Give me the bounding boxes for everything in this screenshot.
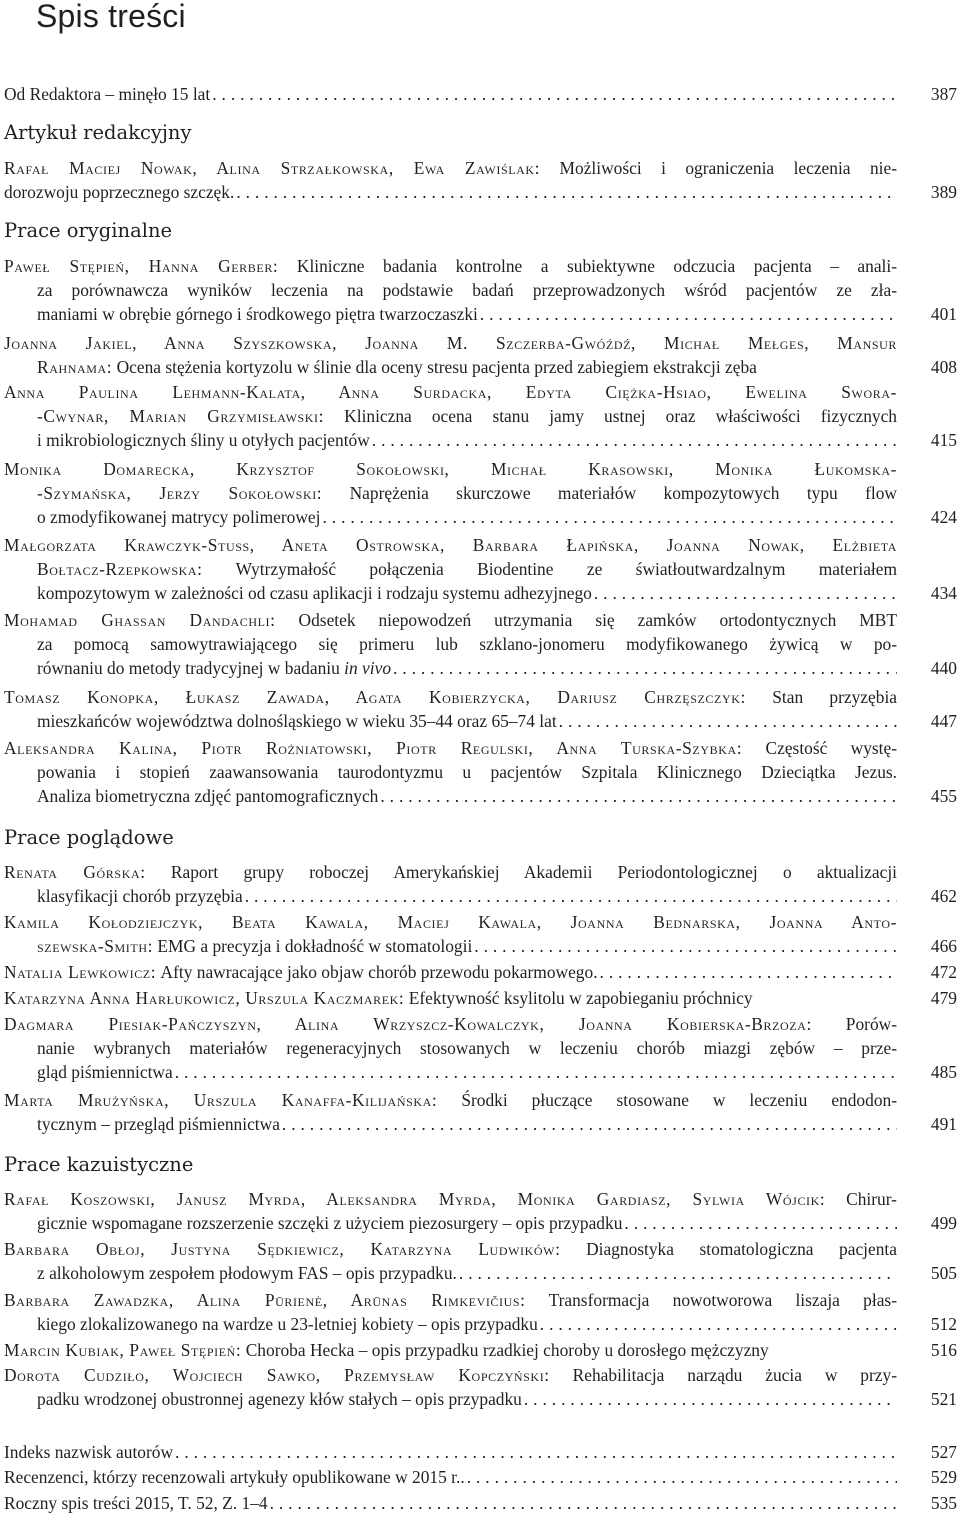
entry-title: Indeks nazwisk autorów	[4, 1442, 174, 1462]
toc-entry[interactable]	[4, 1237, 957, 1285]
page-number: 529	[930, 1467, 957, 1487]
entry-title: Afty nawracające jako objaw chorób przewodu pokarmowego.	[160, 962, 598, 982]
dot-leader	[622, 1211, 897, 1235]
dot-leader	[280, 1112, 897, 1136]
toc-entry[interactable]	[4, 1187, 957, 1235]
dot-leader	[243, 884, 897, 908]
entry-authors: Aleksandra Kalina, Piotr Rożniatowski, Piotr Regulski, Anna Turska-Szybka:	[4, 738, 743, 758]
entry-title: Kliniczne badania kontrolne a subiektywne odczucia pacjenta – anali-	[296, 256, 897, 276]
toc-entry[interactable]	[4, 736, 957, 808]
entry-authors: Marta Mrużyńska, Urszula Kanaffa-Kilijańska:	[4, 1090, 438, 1110]
toc-entry[interactable]	[4, 331, 957, 379]
entry-title: Porów-	[845, 1014, 897, 1034]
toc-entry[interactable]	[4, 960, 957, 984]
entry-title: Odsetek niepowodzeń utrzymania się zamków ortodontycznych MBT	[298, 610, 897, 630]
entry-title: gląd piśmiennictwa	[37, 1062, 173, 1082]
dot-leader	[522, 1387, 897, 1411]
page-number: 516	[930, 1340, 957, 1360]
entry-title: kompozytowym w zależności od czasu aplikacji i rodzaju systemu adhezyjnego	[37, 583, 592, 603]
entry-title: dorozwoju poprzecznego szczęk.	[4, 182, 235, 202]
entry-title: za pomocą samowytrawiającego się primeru lub szklano-jonomeru modyfikowanego żywicą w po-	[37, 634, 897, 654]
dot-leader	[173, 1060, 897, 1084]
page-number: 472	[930, 962, 957, 982]
toc-entry[interactable]	[4, 156, 957, 204]
entry-authors: Katarzyna Anna Harłukowicz, Urszula Kaczmarek:	[4, 988, 405, 1008]
entry-authors: Barbara Obłoj, Justyna Sędkiewicz, Katarzyna Ludwików:	[4, 1239, 561, 1259]
toc-entry-reviewers[interactable]	[4, 1465, 957, 1489]
entry-title: Możliwości i ograniczenia leczenia nie-	[559, 158, 897, 178]
page-number: 387	[930, 84, 957, 104]
entry-authors: Anna Paulina Lehmann-Kalata, Anna Surdacka, Edyta Ciężka-Hsiao, Ewelina Swora-	[4, 382, 897, 402]
entry-title: tycznym – przegląd piśmiennictwa	[37, 1114, 280, 1134]
toc-entry-author-index[interactable]	[4, 1440, 957, 1464]
section-heading-case-reports: Prace kazuistyczne	[4, 1153, 194, 1176]
entry-title: Raport grupy roboczej Amerykańskiej Akademii Periodontologicznej o aktualizacji	[170, 862, 897, 882]
entry-title: o zmodyfikowanej matrycy polimerowej	[37, 507, 321, 527]
toc-entry-annual-index[interactable]	[4, 1491, 957, 1515]
dot-leader	[378, 784, 897, 808]
page-number: 455	[930, 786, 957, 806]
dot-leader	[268, 1491, 897, 1515]
dot-leader	[465, 1465, 897, 1489]
entry-authors: Rafał Koszowski, Janusz Myrda, Aleksandra Myrda, Monika Gardiasz, Sylwia Wójcik:	[4, 1189, 826, 1209]
page-number: 447	[930, 711, 957, 731]
toc-entry[interactable]	[4, 685, 957, 733]
page-number: 499	[930, 1213, 957, 1233]
page-number: 521	[930, 1389, 957, 1409]
dot-leader	[472, 934, 897, 958]
page-number: 505	[930, 1263, 957, 1283]
entry-title: padku wrodzonej obustronnej agenezy kłów stałych – opis przypadku	[37, 1389, 522, 1409]
entry-title: Efektywność ksylitolu w zapobieganiu próchnicy	[408, 988, 753, 1008]
toc-entry[interactable]	[4, 533, 957, 605]
entry-authors: Paweł Stępień, Hanna Gerber:	[4, 256, 279, 276]
dot-leader	[391, 656, 897, 680]
toc-entry[interactable]	[4, 1338, 957, 1362]
page-number: 424	[930, 507, 957, 527]
entry-authors: Rafał Maciej Nowak, Alina Strzałkowska, Ewa Zawiślak:	[4, 158, 541, 178]
page-title: Spis treści	[36, 0, 186, 34]
page-number: 512	[930, 1314, 957, 1334]
page-number: 466	[930, 936, 957, 956]
page-number: 434	[930, 583, 957, 603]
page-number: 535	[930, 1493, 957, 1513]
page-number: 491	[930, 1114, 957, 1134]
entry-title: Diagnostyka stomatologiczna pacjenta	[586, 1239, 897, 1259]
entry-title: z alkoholowym zespołem płodowym FAS – opis przypadku.	[37, 1263, 457, 1283]
entry-title: gicznie wspomagane rozszerzenie szczęki z użyciem piezosurgery – opis przypadku	[37, 1213, 623, 1233]
entry-authors: Bołtacz-Rzepkowska:	[37, 559, 203, 579]
entry-authors: Tomasz Konopka, Łukasz Zawada, Agata Kobierzycka, Dariusz Chrzęszczyk:	[4, 687, 746, 707]
toc-entry[interactable]	[4, 1088, 957, 1136]
entry-authors: Kamila Kołodziejczyk, Beata Kawala, Maciej Kawala, Joanna Bednarska, Joanna Anto-	[4, 912, 897, 932]
entry-authors: Małgorzata Krawczyk-Stuss, Aneta Ostrowska, Barbara Łapińska, Joanna Nowak, Elżbieta	[4, 535, 897, 555]
dot-leader	[478, 302, 897, 326]
entry-authors: szewska-Smith:	[37, 936, 154, 956]
entry-authors: Natalia Lewkowicz:	[4, 962, 157, 982]
entry-authors: Joanna Jakiel, Anna Szyszkowska, Joanna M. Szczerba-Gwóźdź, Michał Mełges, Mansur	[4, 333, 897, 353]
page-number: 485	[930, 1062, 957, 1082]
dot-leader	[557, 709, 897, 733]
entry-title: Środki płuczące stosowane w leczeniu endodon-	[461, 1090, 897, 1110]
entry-authors: Renata Górska:	[4, 862, 146, 882]
entry-authors: -Cwynar, Marian Grzymisławski:	[37, 406, 325, 426]
entry-title: nanie wybranych materiałów regeneracyjnych stosowanych w leczeniu chorób miazgi zębów – prze-	[37, 1038, 897, 1058]
entry-title: Transformacja nowotworowa liszaja płas-	[548, 1290, 897, 1310]
toc-entry[interactable]	[4, 380, 957, 452]
dot-leader	[598, 960, 897, 984]
toc-entry[interactable]	[4, 860, 957, 908]
entry-title: Kliniczna ocena stanu jamy ustnej oraz właściwości fizycznych	[344, 406, 897, 426]
entry-title: Chirur-	[846, 1189, 897, 1209]
dot-leader	[234, 180, 897, 204]
entry-authors: Barbara Zawadzka, Alina Pūrienė, Arūnas Rimkevičius:	[4, 1290, 526, 1310]
page-number: 479	[930, 988, 957, 1008]
toc-entry[interactable]	[4, 457, 957, 529]
dot-leader	[210, 82, 897, 106]
entry-title: Stan przyzębia	[772, 687, 897, 707]
entry-authors: Mohamad Ghassan Dandachli:	[4, 610, 276, 630]
dot-leader	[320, 505, 897, 529]
entry-title: Analiza biometryczna zdjęć pantomograficznych	[37, 786, 379, 806]
page-number: 415	[930, 430, 957, 450]
entry-title: Ocena stężenia kortyzolu w ślinie dla oceny stresu pacjenta przed zabiegiem ekstrakcji zęba	[116, 357, 757, 377]
dot-leader	[173, 1440, 897, 1464]
dot-leader	[370, 428, 897, 452]
entry-authors: Dagmara Piesiak-Pańczyszyn, Alina Wrzyszcz-Kowalczyk, Joanna Kobierska-Brzoza:	[4, 1014, 812, 1034]
page-number: 389	[930, 182, 957, 202]
page-number: 527	[930, 1442, 957, 1462]
entry-authors: Dorota Cudziło, Wojciech Sawko, Przemysław Kopczyński:	[4, 1365, 550, 1385]
entry-title: i mikrobiologicznych śliny u otyłych pacjentów	[37, 430, 370, 450]
section-heading-review-papers: Prace poglądowe	[4, 826, 174, 849]
dot-leader	[457, 1261, 897, 1285]
page-number: 408	[930, 357, 957, 377]
page-number: 462	[930, 886, 957, 906]
entry-authors: Monika Domarecka, Krzysztof Sokołowski, Michał Krasowski, Monika Łukomska-	[4, 459, 897, 479]
toc-entry[interactable]	[4, 986, 957, 1010]
entry-title: Naprężenia skurczowe materiałów kompozytowych typu flow	[349, 483, 897, 503]
entry-title: klasyfikacji chorób przyzębia	[37, 886, 243, 906]
entry-title: Od Redaktora – minęło 15 lat	[4, 84, 211, 104]
entry-title: Recenzenci, którzy recenzowali artykuły opublikowane w 2015 r..	[4, 1467, 465, 1487]
entry-title: maniami w obrębie górnego i środkowego piętra twarzoczaszki	[37, 304, 478, 324]
dot-leader	[538, 1312, 897, 1336]
entry-title: Wytrzymałość połączenia Biodentine ze światłoutwardzalnym materiałem	[235, 559, 897, 579]
entry-authors: Marcin Kubiak, Paweł Stępień:	[4, 1340, 242, 1360]
entry-title: Roczny spis treści 2015, T. 52, Z. 1–4	[4, 1493, 268, 1513]
entry-title: powania i stopień zaawansowania taurodontyzmu u pacjentów Szpitala Klinicznego Dzieciątka Jezus.	[37, 762, 897, 782]
entry-authors: Rahnama:	[37, 357, 113, 377]
entry-title-italic: in vivo	[344, 658, 392, 678]
section-heading-original-papers: Prace oryginalne	[4, 219, 173, 242]
entry-title: mieszkańców województwa dolnośląskiego w wieku 35–44 oraz 65–74 lat	[37, 711, 557, 731]
toc-entry-editorial[interactable]	[4, 82, 957, 106]
entry-authors: -Szymańska, Jerzy Sokołowski:	[37, 483, 323, 503]
page-number: 401	[930, 304, 957, 324]
entry-title: za porównawcza wyników leczenia na podstawie badań przeprowadzonych wśród pacjentów ze zła-	[37, 280, 897, 300]
entry-title: równaniu do metody tradycyjnej w badaniu	[37, 658, 340, 678]
toc-entry[interactable]	[4, 1363, 957, 1411]
entry-title: EMG a precyzja i dokładność w stomatologii	[157, 936, 473, 956]
toc-entry[interactable]	[4, 1012, 957, 1084]
entry-title: Częstość wystę-	[765, 738, 897, 758]
toc-entry[interactable]	[4, 910, 957, 958]
dot-leader	[592, 581, 897, 605]
toc-entry[interactable]	[4, 1288, 957, 1336]
entry-title: kiego zlokalizowanego na wardze u 23-letniej kobiety – opis przypadku	[37, 1314, 538, 1334]
toc-entry[interactable]	[4, 608, 957, 680]
page-number: 440	[930, 658, 957, 678]
toc-entry[interactable]	[4, 254, 957, 326]
section-heading-editorial-article: Artykuł redakcyjny	[4, 121, 192, 144]
entry-title: Choroba Hecka – opis przypadku rzadkiej choroby u dorosłego mężczyzny	[245, 1340, 769, 1360]
entry-title: Rehabilitacja narządu żucia w przy-	[572, 1365, 897, 1385]
